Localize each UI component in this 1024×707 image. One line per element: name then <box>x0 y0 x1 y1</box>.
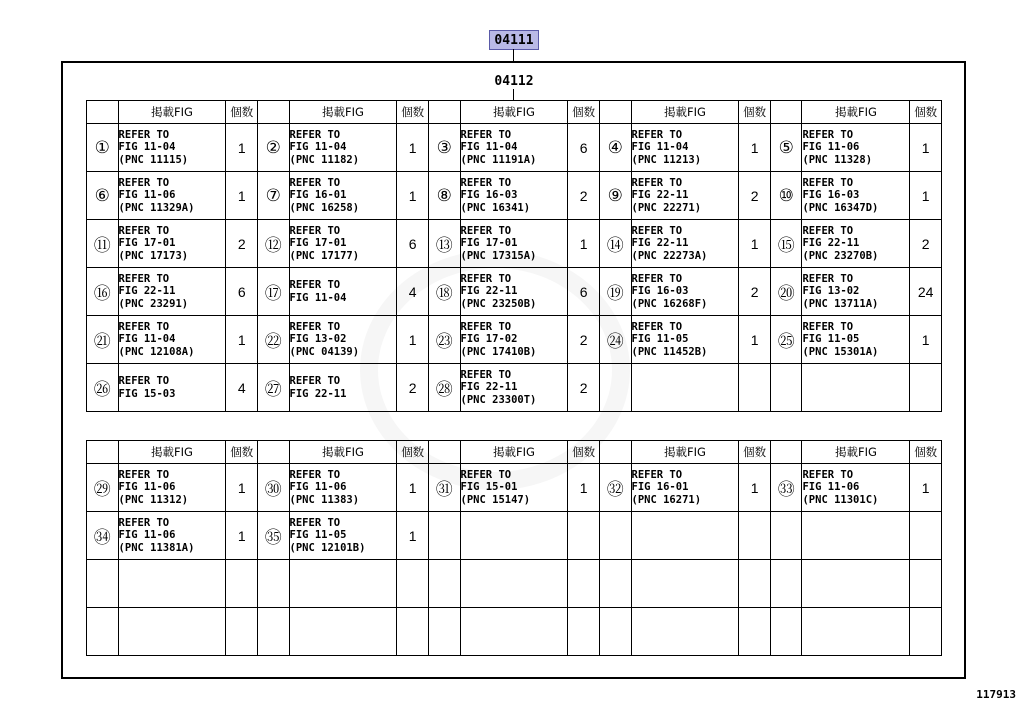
item-number <box>770 364 802 412</box>
header-number-cell <box>428 101 460 124</box>
quantity <box>739 608 771 656</box>
figure-reference[interactable]: REFER TO FIG 11-06 (PNC 11312) <box>118 464 226 512</box>
item-number <box>770 512 802 560</box>
header-fig-cell: 掲載FIG <box>631 101 739 124</box>
item-number[interactable]: ④ <box>599 124 631 172</box>
quantity: 2 <box>568 316 600 364</box>
quantity: 1 <box>910 464 942 512</box>
header-number-cell <box>599 441 631 464</box>
figure-reference[interactable]: REFER TO FIG 13-02 (PNC 13711A) <box>802 268 910 316</box>
quantity <box>910 608 942 656</box>
quantity: 2 <box>568 364 600 412</box>
sub-part-number-label: 04112 <box>494 74 534 89</box>
figure-reference[interactable]: REFER TO FIG 11-05 (PNC 11452B) <box>631 316 739 364</box>
table-row <box>87 512 942 560</box>
figure-reference <box>631 560 739 608</box>
parts-table-2 <box>86 440 942 656</box>
figure-reference[interactable]: REFER TO FIG 11-05 (PNC 15301A) <box>802 316 910 364</box>
document-number: 117913 <box>976 688 1016 701</box>
figure-reference <box>460 608 568 656</box>
figure-reference[interactable]: REFER TO FIG 22-11 (PNC 23250B) <box>460 268 568 316</box>
figure-reference[interactable]: REFER TO FIG 22-11 <box>289 364 397 412</box>
table-row <box>87 220 942 268</box>
quantity: 1 <box>739 124 771 172</box>
figure-reference[interactable]: REFER TO FIG 11-04 (PNC 12108A) <box>118 316 226 364</box>
item-number[interactable]: ⑪ <box>87 220 119 268</box>
table-row <box>87 364 942 412</box>
table-row <box>87 124 942 172</box>
item-number[interactable]: ㉜ <box>599 464 631 512</box>
item-number[interactable]: ㉟ <box>257 512 289 560</box>
figure-reference[interactable]: REFER TO FIG 11-06 (PNC 11328) <box>802 124 910 172</box>
figure-reference[interactable]: REFER TO FIG 11-06 (PNC 11381A) <box>118 512 226 560</box>
figure-reference <box>118 560 226 608</box>
table-header-row <box>87 101 942 124</box>
item-number[interactable]: ⑯ <box>87 268 119 316</box>
item-number[interactable]: ㉝ <box>770 464 802 512</box>
figure-reference[interactable]: REFER TO FIG 22-11 (PNC 23291) <box>118 268 226 316</box>
quantity: 4 <box>226 364 258 412</box>
item-number[interactable]: ⑱ <box>428 268 460 316</box>
item-number <box>599 608 631 656</box>
item-number[interactable]: ⑬ <box>428 220 460 268</box>
item-number[interactable]: ⑥ <box>87 172 119 220</box>
item-number[interactable]: ① <box>87 124 119 172</box>
item-number[interactable]: ㉔ <box>599 316 631 364</box>
item-number <box>599 560 631 608</box>
figure-reference <box>460 560 568 608</box>
figure-reference[interactable]: REFER TO FIG 11-04 <box>289 268 397 316</box>
item-number <box>599 364 631 412</box>
figure-reference[interactable]: REFER TO FIG 16-03 (PNC 16347D) <box>802 172 910 220</box>
item-number[interactable]: ⑩ <box>770 172 802 220</box>
figure-reference <box>802 608 910 656</box>
quantity: 1 <box>910 316 942 364</box>
header-fig-cell: 掲載FIG <box>289 441 397 464</box>
header-qty-cell: 個数 <box>226 441 258 464</box>
header-fig-cell: 掲載FIG <box>631 441 739 464</box>
figure-reference[interactable]: REFER TO FIG 16-03 (PNC 16268F) <box>631 268 739 316</box>
table-row <box>87 268 942 316</box>
quantity: 6 <box>397 220 429 268</box>
figure-reference <box>631 608 739 656</box>
header-number-cell <box>257 441 289 464</box>
figure-reference[interactable]: REFER TO FIG 11-04 (PNC 11191A) <box>460 124 568 172</box>
item-number <box>599 512 631 560</box>
header-fig-cell: 掲載FIG <box>802 101 910 124</box>
figure-reference[interactable]: REFER TO FIG 22-11 (PNC 22271) <box>631 172 739 220</box>
quantity <box>226 560 258 608</box>
quantity: 1 <box>910 172 942 220</box>
header-fig-cell: 掲載FIG <box>460 101 568 124</box>
header-fig-cell: 掲載FIG <box>802 441 910 464</box>
item-number[interactable]: ⑰ <box>257 268 289 316</box>
quantity <box>910 512 942 560</box>
item-number[interactable]: ㉑ <box>87 316 119 364</box>
figure-reference[interactable]: REFER TO FIG 11-06 (PNC 11383) <box>289 464 397 512</box>
figure-reference <box>631 512 739 560</box>
figure-reference[interactable]: REFER TO FIG 22-11 (PNC 23270B) <box>802 220 910 268</box>
quantity: 1 <box>568 220 600 268</box>
figure-reference[interactable]: REFER TO FIG 16-01 (PNC 16271) <box>631 464 739 512</box>
figure-reference <box>289 608 397 656</box>
quantity: 1 <box>397 316 429 364</box>
quantity: 1 <box>397 464 429 512</box>
item-number <box>257 560 289 608</box>
header-number-cell <box>257 101 289 124</box>
header-qty-cell: 個数 <box>910 441 942 464</box>
header-qty-cell: 個数 <box>568 441 600 464</box>
quantity: 4 <box>397 268 429 316</box>
item-number[interactable]: ⑤ <box>770 124 802 172</box>
header-qty-cell: 個数 <box>397 441 429 464</box>
table-row <box>87 608 942 656</box>
quantity: 1 <box>226 316 258 364</box>
quantity: 1 <box>397 512 429 560</box>
quantity: 2 <box>739 268 771 316</box>
quantity: 1 <box>910 124 942 172</box>
quantity: 1 <box>739 316 771 364</box>
quantity: 1 <box>226 124 258 172</box>
figure-reference <box>631 364 739 412</box>
quantity: 6 <box>568 124 600 172</box>
figure-reference[interactable]: REFER TO FIG 16-03 (PNC 16341) <box>460 172 568 220</box>
header-qty-cell: 個数 <box>226 101 258 124</box>
quantity: 2 <box>910 220 942 268</box>
item-number[interactable]: ⑲ <box>599 268 631 316</box>
sub-leader-line <box>513 89 514 100</box>
figure-reference[interactable]: REFER TO FIG 17-01 (PNC 17315A) <box>460 220 568 268</box>
quantity: 1 <box>397 124 429 172</box>
quantity: 1 <box>568 464 600 512</box>
figure-reference[interactable]: REFER TO FIG 15-01 (PNC 15147) <box>460 464 568 512</box>
item-number[interactable]: ⑮ <box>770 220 802 268</box>
figure-reference[interactable]: REFER TO FIG 17-02 (PNC 17410B) <box>460 316 568 364</box>
item-number[interactable]: ㉙ <box>87 464 119 512</box>
item-number[interactable]: ㉛ <box>428 464 460 512</box>
item-number[interactable]: ② <box>257 124 289 172</box>
figure-reference[interactable]: REFER TO FIG 17-01 (PNC 17173) <box>118 220 226 268</box>
quantity <box>568 512 600 560</box>
quantity <box>397 608 429 656</box>
figure-reference[interactable]: REFER TO FIG 13-02 (PNC 04139) <box>289 316 397 364</box>
quantity <box>397 560 429 608</box>
item-number <box>428 560 460 608</box>
header-fig-cell: 掲載FIG <box>118 441 226 464</box>
figure-reference <box>118 608 226 656</box>
header-number-cell <box>599 101 631 124</box>
quantity: 2 <box>397 364 429 412</box>
item-number[interactable]: ⑫ <box>257 220 289 268</box>
quantity: 2 <box>568 172 600 220</box>
quantity: 1 <box>739 220 771 268</box>
figure-reference[interactable]: REFER TO FIG 17-01 (PNC 17177) <box>289 220 397 268</box>
quantity <box>568 560 600 608</box>
quantity: 6 <box>568 268 600 316</box>
header-fig-cell: 掲載FIG <box>460 441 568 464</box>
item-number[interactable]: ⑨ <box>599 172 631 220</box>
quantity <box>568 608 600 656</box>
table-header-row <box>87 441 942 464</box>
table-row <box>87 172 942 220</box>
table-row <box>87 464 942 512</box>
item-number <box>428 608 460 656</box>
item-number[interactable]: ⑭ <box>599 220 631 268</box>
header-qty-cell: 個数 <box>910 101 942 124</box>
figure-reference <box>460 512 568 560</box>
figure-reference[interactable]: REFER TO FIG 11-06 (PNC 11301C) <box>802 464 910 512</box>
header-number-cell <box>770 101 802 124</box>
quantity: 2 <box>739 172 771 220</box>
quantity <box>226 608 258 656</box>
item-number <box>428 512 460 560</box>
quantity: 1 <box>226 464 258 512</box>
item-number <box>257 608 289 656</box>
quantity <box>739 512 771 560</box>
header-qty-cell: 個数 <box>739 441 771 464</box>
quantity <box>910 560 942 608</box>
quantity: 2 <box>226 220 258 268</box>
header-qty-cell: 個数 <box>739 101 771 124</box>
table-row <box>87 560 942 608</box>
item-number[interactable]: ⑦ <box>257 172 289 220</box>
item-number[interactable]: ⑳ <box>770 268 802 316</box>
figure-reference[interactable]: REFER TO FIG 22-11 (PNC 23300T) <box>460 364 568 412</box>
figure-reference[interactable]: REFER TO FIG 11-04 (PNC 11182) <box>289 124 397 172</box>
item-number[interactable]: ㉒ <box>257 316 289 364</box>
quantity <box>739 560 771 608</box>
item-number[interactable]: ㉗ <box>257 364 289 412</box>
item-number[interactable]: ㉘ <box>428 364 460 412</box>
item-number <box>770 560 802 608</box>
quantity <box>910 364 942 412</box>
item-number <box>87 560 119 608</box>
part-number-label[interactable]: 04111 <box>489 30 539 50</box>
item-number[interactable]: ㉞ <box>87 512 119 560</box>
item-number[interactable]: ㉓ <box>428 316 460 364</box>
figure-reference[interactable]: REFER TO FIG 22-11 (PNC 22273A) <box>631 220 739 268</box>
item-number <box>770 608 802 656</box>
item-number[interactable]: ㉚ <box>257 464 289 512</box>
item-number[interactable]: ㉖ <box>87 364 119 412</box>
figure-reference[interactable]: REFER TO FIG 11-05 (PNC 12101B) <box>289 512 397 560</box>
header-fig-cell: 掲載FIG <box>118 101 226 124</box>
figure-reference <box>802 560 910 608</box>
figure-reference <box>802 512 910 560</box>
figure-reference[interactable]: REFER TO FIG 11-06 (PNC 11329A) <box>118 172 226 220</box>
item-number[interactable]: ③ <box>428 124 460 172</box>
item-number[interactable]: ㉕ <box>770 316 802 364</box>
figure-reference[interactable]: REFER TO FIG 11-04 (PNC 11115) <box>118 124 226 172</box>
item-number <box>87 608 119 656</box>
quantity: 6 <box>226 268 258 316</box>
header-fig-cell: 掲載FIG <box>289 101 397 124</box>
figure-reference <box>289 560 397 608</box>
quantity: 1 <box>226 512 258 560</box>
quantity <box>739 364 771 412</box>
figure-reference[interactable]: REFER TO FIG 15-03 <box>118 364 226 412</box>
header-qty-cell: 個数 <box>397 101 429 124</box>
table-row <box>87 316 942 364</box>
figure-reference[interactable]: REFER TO FIG 16-01 (PNC 16258) <box>289 172 397 220</box>
header-number-cell <box>770 441 802 464</box>
quantity: 1 <box>739 464 771 512</box>
header-number-cell <box>87 441 119 464</box>
header-number-cell <box>87 101 119 124</box>
header-qty-cell: 個数 <box>568 101 600 124</box>
header-number-cell <box>428 441 460 464</box>
quantity: 1 <box>226 172 258 220</box>
quantity: 1 <box>397 172 429 220</box>
parts-table-1 <box>86 100 942 412</box>
quantity: 24 <box>910 268 942 316</box>
figure-reference[interactable]: REFER TO FIG 11-04 (PNC 11213) <box>631 124 739 172</box>
figure-reference <box>802 364 910 412</box>
item-number[interactable]: ⑧ <box>428 172 460 220</box>
